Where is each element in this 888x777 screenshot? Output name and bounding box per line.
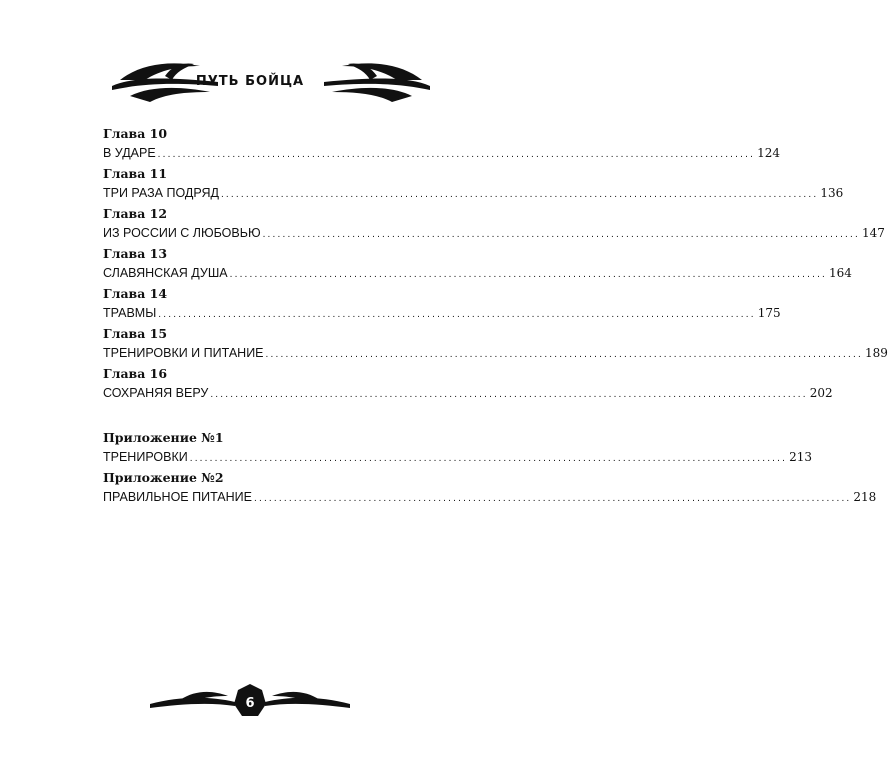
chapter-entry (103, 324, 888, 362)
page-ref: 164 (829, 266, 852, 280)
appendix-label: Приложение №2 (103, 470, 224, 485)
page-ref: 124 (757, 146, 780, 160)
book-title: ПУТЬ БОЙЦА (195, 74, 305, 89)
chapter-title: ТРАВМЫ (103, 306, 157, 320)
appendix-label: Приложение №1 (103, 430, 224, 445)
chapter-title: ТРЕНИРОВКИ И ПИТАНИЕ (103, 346, 264, 360)
appendix-title: ТРЕНИРОВКИ (103, 450, 188, 464)
dot-leader: ........................................................................................................................ (158, 309, 756, 320)
chapter-entry (103, 164, 844, 202)
toc-line (103, 488, 877, 506)
toc-line (103, 448, 813, 466)
dot-leader: ........................................................................................................................ (210, 389, 808, 400)
chapter-entry (103, 124, 780, 162)
dot-leader: ........................................................................................................................ (220, 189, 819, 200)
dot-leader: ........................................................................................................................ (229, 269, 828, 280)
appendix-title: ПРАВИЛЬНОЕ ПИТАНИЕ (103, 490, 252, 504)
dot-leader: ........................................................................................................................ (254, 493, 852, 504)
chapter-title: ИЗ РОССИИ С ЛЮБОВЬЮ (103, 226, 261, 240)
toc-line (103, 304, 781, 322)
page-ref: 136 (820, 186, 844, 200)
toc-line (103, 144, 780, 162)
page-ref: 189 (864, 346, 888, 360)
right-tribal-ornament-icon (322, 56, 432, 106)
chapter-entry (103, 364, 833, 402)
table-of-contents (103, 124, 888, 508)
toc-line (103, 184, 844, 202)
chapter-label: Глава 11 (103, 166, 168, 181)
page-ref: 213 (789, 450, 813, 464)
chapter-entry (103, 244, 852, 282)
chapter-title: В УДАРЕ (103, 146, 156, 160)
dot-leader: ........................................................................................................................ (157, 149, 756, 160)
chapter-label: Глава 14 (103, 286, 168, 301)
page-ref: 147 (861, 226, 885, 240)
dot-leader: ........................................................................................................................ (265, 349, 863, 360)
chapter-title: СОХРАНЯЯ ВЕРУ (103, 386, 209, 400)
chapter-label: Глава 13 (103, 246, 168, 261)
chapter-label: Глава 15 (103, 326, 168, 341)
chapter-label: Глава 16 (103, 366, 168, 381)
page-ref: 218 (853, 490, 877, 504)
appendix-entry (103, 468, 877, 506)
chapter-label: Глава 12 (103, 206, 168, 221)
running-header (0, 56, 500, 106)
chapter-label: Глава 10 (103, 126, 168, 141)
page-number: 6 (245, 696, 255, 711)
chapter-entry (103, 284, 781, 322)
chapter-title: СЛАВЯНСКАЯ ДУША (103, 266, 228, 280)
chapter-title: ТРИ РАЗА ПОДРЯД (103, 186, 219, 200)
toc-line (103, 224, 885, 242)
dot-leader: ........................................................................................................................ (189, 453, 788, 464)
toc-line (103, 264, 852, 282)
toc-line (103, 384, 833, 402)
page-ref: 175 (757, 306, 781, 320)
appendix-entry (103, 428, 813, 466)
page-ref: 202 (809, 386, 833, 400)
chapter-entry (103, 204, 885, 242)
dot-leader: ........................................................................................................................ (262, 229, 860, 240)
toc-line (103, 344, 888, 362)
